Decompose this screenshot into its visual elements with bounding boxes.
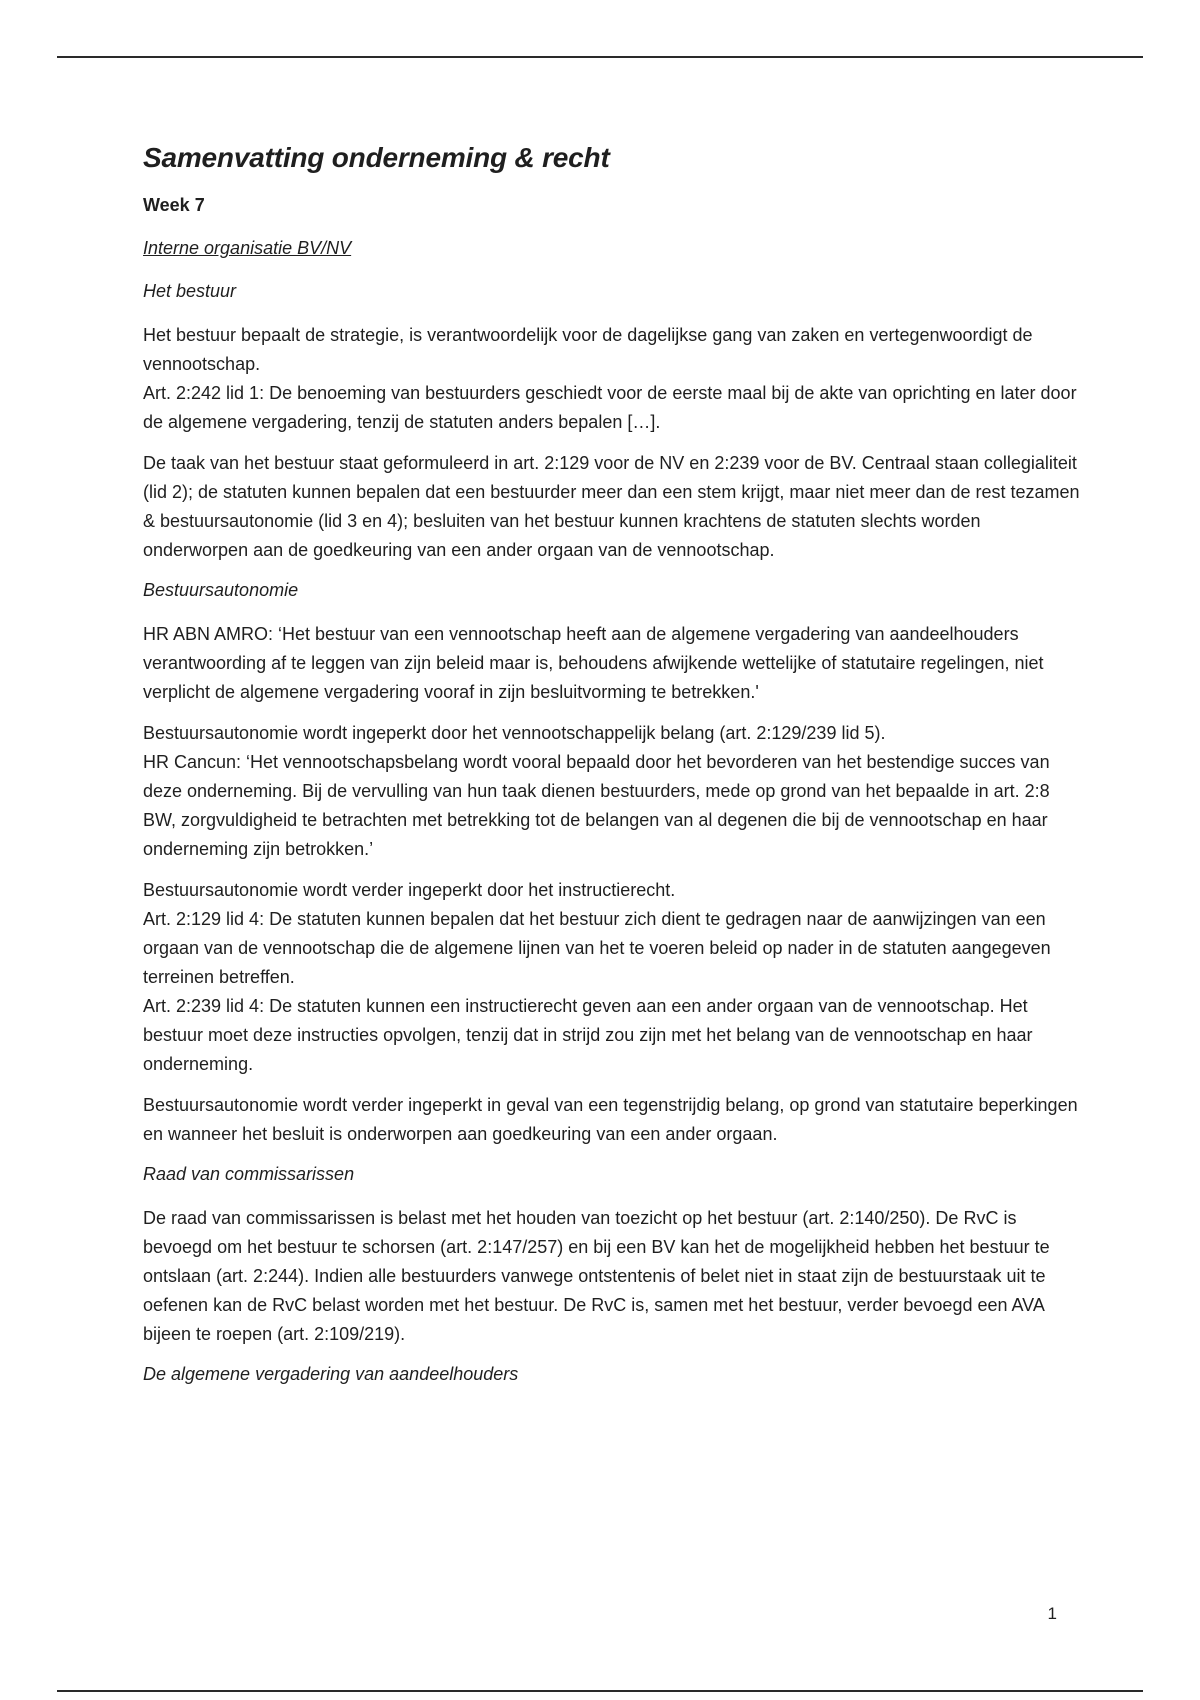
paragraph-line: Art. 2:242 lid 1: De benoeming van bestuurders geschiedt voor de eerste maal bij de akte van oprichting en later door de algemene vergadering, tenzij de statuten anders bepalen […]. — [143, 383, 1077, 433]
section-title: Interne organisatie BV/NV — [143, 238, 352, 259]
document-body — [143, 140, 1083, 1404]
week-label: Week 7 — [143, 195, 205, 216]
paragraph-line: Art. 2:239 lid 4: De statuten kunnen een instructierecht geven aan een ander orgaan van de vennootschap. Het bestuur moet deze instructies opvolgen, tenzij dat in strijd zou zijn met het belang van de vennootschap en haar onderneming. — [143, 996, 1033, 1075]
paragraph-line: De raad van commissarissen is belast met het houden van toezicht op het bestuur (art. 2:140/250). De RvC is bevoegd om het bestuur te schorsen (art. 2:147/257) en bij een BV kan het de mogelijkheid hebben het bestuur te ontslaan (art. 2:244). Indien alle bestuurders vanwege ontstentenis of belet niet in staat zijn de bestuurstaak uit te oefenen kan de RvC belast worden met het bestuur. De RvC is, samen met het bestuur, verder bevoegd een AVA bijeen te roepen (art. 2:109/219). — [143, 1208, 1050, 1345]
paragraph-line: Bestuursautonomie wordt verder ingeperkt door het instructierecht. — [143, 880, 676, 901]
document-title: Samenvatting onderneming & recht — [143, 142, 610, 173]
subheading: De algemene vergadering van aandeelhouders — [143, 1364, 519, 1385]
paragraph — [143, 1204, 1083, 1349]
paragraph — [143, 1091, 1083, 1149]
page-number: 1 — [1047, 1604, 1057, 1623]
footer-rule — [57, 1690, 1143, 1692]
paragraph-line: De taak van het bestuur staat geformuleerd in art. 2:129 voor de NV en 2:239 voor de BV. Centraal staan collegialiteit (lid 2); de statuten kunnen bepalen dat een bestuurder meer dan een stem krijgt, maar niet meer dan de rest tezamen & bestuursautonomie (lid 3 en 4); besluiten van het bestuur kunnen krachtens de statuten slechts worden onderworpen aan de goedkeuring van een ander orgaan van de vennootschap. — [143, 453, 1080, 561]
paragraph-line: HR ABN AMRO: ‘Het bestuur van een vennootschap heeft aan de algemene vergadering van aandeelhouders verantwoording af te leggen van zijn beleid maar is, behoudens afwijkende wettelijke of statutaire regelingen, niet verplicht de algemene vergadering vooraf in zijn besluitvorming te betrekken.' — [143, 624, 1044, 703]
paragraph — [143, 620, 1083, 707]
paragraph-line: Art. 2:129 lid 4: De statuten kunnen bepalen dat het bestuur zich dient te gedragen naar de aanwijzingen van een orgaan van de vennootschap die de algemene lijnen van het te voeren beleid op nader in de statuten aangegeven terreinen betreffen. — [143, 909, 1051, 988]
subheading: Bestuursautonomie — [143, 580, 299, 601]
paragraph-line: Bestuursautonomie wordt ingeperkt door het vennootschappelijk belang (art. 2:129/239 lid 5). — [143, 723, 886, 744]
paragraph — [143, 449, 1083, 565]
paragraph — [143, 719, 1083, 864]
paragraph — [143, 876, 1083, 1079]
subheading: Het bestuur — [143, 281, 237, 302]
paragraph — [143, 321, 1083, 437]
paragraph-line: Bestuursautonomie wordt verder ingeperkt in geval van een tegenstrijdig belang, op grond van statutaire beperkingen en wanneer het besluit is onderworpen aan goedkeuring van een ander orgaan. — [143, 1095, 1078, 1145]
subheading: Raad van commissarissen — [143, 1164, 355, 1185]
header-rule — [57, 56, 1143, 58]
paragraph-line: HR Cancun: ‘Het vennootschapsbelang wordt vooral bepaald door het bevorderen van het bestendige succes van deze onderneming. Bij de vervulling van hun taak dienen bestuurders, mede op grond van het bepaalde in art. 2:8 BW, zorgvuldigheid te betrachten met betrekking tot de belangen van al degenen die bij de vennootschap en haar onderneming zijn betrokken.’ — [143, 752, 1050, 860]
paragraph-line: Het bestuur bepaalt de strategie, is verantwoordelijk voor de dagelijkse gang van zaken en vertegenwoordigt de vennootschap. — [143, 325, 1033, 375]
